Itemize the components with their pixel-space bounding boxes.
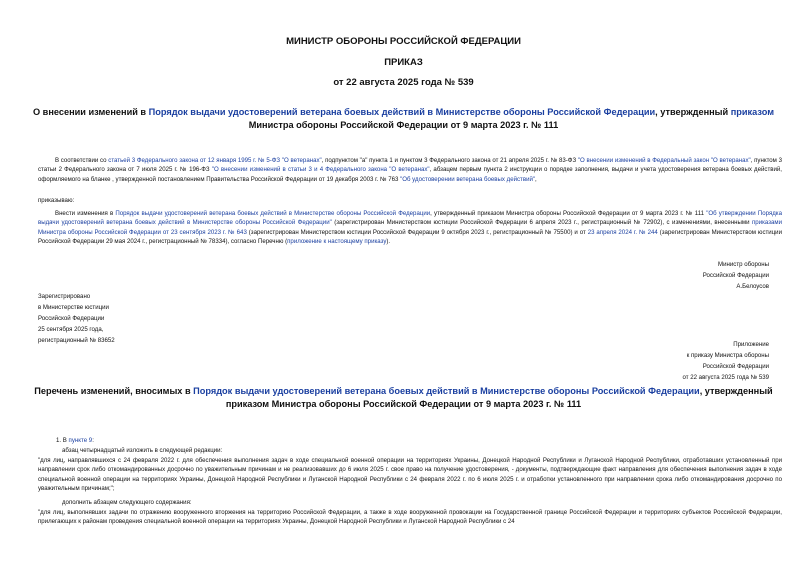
body-text-1: Внести изменения в xyxy=(55,210,116,217)
preamble-text-4: , абзацем первым пункта 2 инструкции о порядке заполнения, выдачи и учета удостоверения ветерана боевых действий, оформляемого на бланке , утвержденной постановлением Правительства Российской Федерации от 19 декабря 2003 г. № 763 xyxy=(38,166,782,183)
title-text-1: О внесении изменений в xyxy=(32,107,149,117)
registration-date: 25 сентября 2025 года, xyxy=(38,326,104,333)
list-quote-2: "для лиц, выполнявших задачи по отражению вооруженного вторжения на территорию Российской Федерации, а также в ходе вооруженной провокации на Государственной границе Российской Федерации и территориях субъектов Российской Федерации, прилегающих к районам проведения специальной военной операции на территориях Украины, Донецкой Народной Республики и Луганской Народной Республики с 24 xyxy=(38,509,782,526)
title-text-2: , утвержденный xyxy=(655,107,731,117)
preamble-text-1: В соответствии со xyxy=(55,157,109,164)
body-link-approval-order[interactable]: "Об утверждении Порядка выдачи удостоверений ветерана боевых действий в Министерстве обороны Российской Федерации" xyxy=(38,210,782,227)
registration-line-2: в Министерстве юстиции xyxy=(38,304,109,311)
body-link-order-244[interactable]: 23 апреля 2024 г. № 244 xyxy=(587,228,658,236)
list-title-link-procedure[interactable]: Порядок выдачи удостоверений ветерана боевых действий в Министерстве обороны Российской Федерации xyxy=(193,386,700,396)
body-paragraph xyxy=(38,209,782,247)
preamble-link-83fz[interactable]: "О внесении изменений в Федеральный закон "О ветеранах" xyxy=(577,157,751,164)
title-link-procedure[interactable]: Порядок выдачи удостоверений ветерана боевых действий в Министерстве обороны Российской Федерации xyxy=(148,107,656,117)
list-quote-1: "для лиц, направлявшихся с 24 февраля 2022 г. для обеспечения выполнения задач в ходе специальной военной операции на территориях Украины, Донецкой Народной Республики и Луганской Народной Республики, отработавших установленный при направлении срок либо откомандированных досрочно по уважительным причинам и не реализовавших до 6 июля 2025 г. свое право на получение удостоверения, - документы, подтверждающие факт направления для обеспечения выполнения задач в ходе специальной военной операции на территориях Украины, Донецкой Народной Республики и Луганской Народной Республики с 24 февраля 2022 г. по 6 июля 2025 г. и отработки установленного при направлении срока либо откомандирования досрочно по уважительным причинам;"; xyxy=(38,457,782,493)
body-link-order-643[interactable]: приказами Министра обороны Российской Федерации от 23 сентября 2023 г. № 643 xyxy=(38,219,782,236)
registration-line-1: Зарегистрировано xyxy=(38,293,91,300)
preamble-text-2: , подпунктом "а" пункта 1 и пунктом 3 Федерального закона от 21 апреля 2025 г. № 83-ФЗ xyxy=(321,157,578,164)
ordered-line: приказываю: xyxy=(38,197,75,204)
order-date: от 22 августа 2025 года № 539 xyxy=(333,77,474,88)
registration-line-3: Российской Федерации xyxy=(38,315,105,322)
registration-number: регистрационный № 83652 xyxy=(38,337,115,344)
body-text-3: (зарегистрирован Министерством юстиции Российской Федерации 6 апреля 2023 г., регистрационный № 72902), с изменениями, внесенными xyxy=(331,219,752,227)
body-text-5: (зарегистрирован Министерством юстиции Российской Федерации 29 мая 2024 г., регистрационный № 78334), согласно Перечню ( xyxy=(38,228,782,246)
document-title xyxy=(20,106,787,132)
appendix-date: от 22 августа 2025 года № 539 xyxy=(682,374,769,381)
ministry-heading: МИНИСТР ОБОРОНЫ РОССИЙСКОЙ ФЕДЕРАЦИИ xyxy=(286,36,521,47)
title-link-order[interactable]: приказом xyxy=(730,107,774,117)
body-text-2: , утвержденный приказом Министра обороны Российской Федерации от 9 марта 2023 г. № 111 xyxy=(430,210,707,217)
item1-link-point9[interactable]: пункте 9 xyxy=(68,437,93,444)
appendix-line-3: Российской Федерации xyxy=(702,363,769,370)
appendix-block xyxy=(569,339,769,383)
preamble-link-veterans-law-article3[interactable]: статьей 3 Федерального закона от 12 января 1995 г. № 5-ФЗ "О ветеранах" xyxy=(108,157,322,164)
body-link-procedure[interactable]: Порядок выдачи удостоверений ветерана боевых действий в Министерстве обороны Российской Федерации xyxy=(115,210,431,217)
signature-block xyxy=(569,259,769,292)
body-text-6: ). xyxy=(386,238,391,246)
list-item-1 xyxy=(56,436,800,445)
list-title xyxy=(20,385,787,411)
body-link-appendix[interactable]: приложение к настоящему приказу xyxy=(287,238,387,246)
signature-line-1: Министр обороны xyxy=(718,261,769,268)
signature-name: А.Белоусов xyxy=(736,283,769,290)
order-heading: ПРИКАЗ xyxy=(384,57,423,68)
preamble-text-3: , пунктом 3 статьи 2 Федерального закона от 7 июля 2025 г. № 196-ФЗ xyxy=(38,157,782,174)
title-text-3: Министра обороны Российской Федерации от 9 марта 2023 г. № 111 xyxy=(248,120,559,130)
item1-suffix: : xyxy=(92,437,94,444)
item1-prefix: 1. В xyxy=(56,437,69,444)
body-text-4: (зарегистрирован Министерством юстиции Российской Федерации 9 октября 2023 г., регистрационный № 75500) и от xyxy=(246,228,588,236)
preamble-link-196fz[interactable]: "О внесении изменений в статьи 3 и 4 Федерального закона "О ветеранах" xyxy=(211,166,430,174)
appendix-line-2: к приказу Министра обороны xyxy=(686,352,769,359)
list-subitem-1: абзац четырнадцатый изложить в следующей редакции: xyxy=(62,447,223,454)
list-title-text-2: , утвержденный приказом Министра обороны Российской Федерации от 9 марта 2023 г. № 111 xyxy=(225,386,773,409)
list-subitem-2: дополнить абзацем следующего содержания: xyxy=(62,499,192,506)
preamble-paragraph xyxy=(38,156,782,184)
preamble-link-decree-763[interactable]: "Об удостоверении ветерана боевых действий" xyxy=(400,175,536,183)
list-title-text-1: Перечень изменений, вносимых в xyxy=(34,386,194,396)
signature-line-2: Российской Федерации xyxy=(702,272,769,279)
appendix-line-1: Приложение xyxy=(733,341,769,348)
registration-block xyxy=(38,291,238,346)
preamble-text-5: , xyxy=(535,175,537,183)
